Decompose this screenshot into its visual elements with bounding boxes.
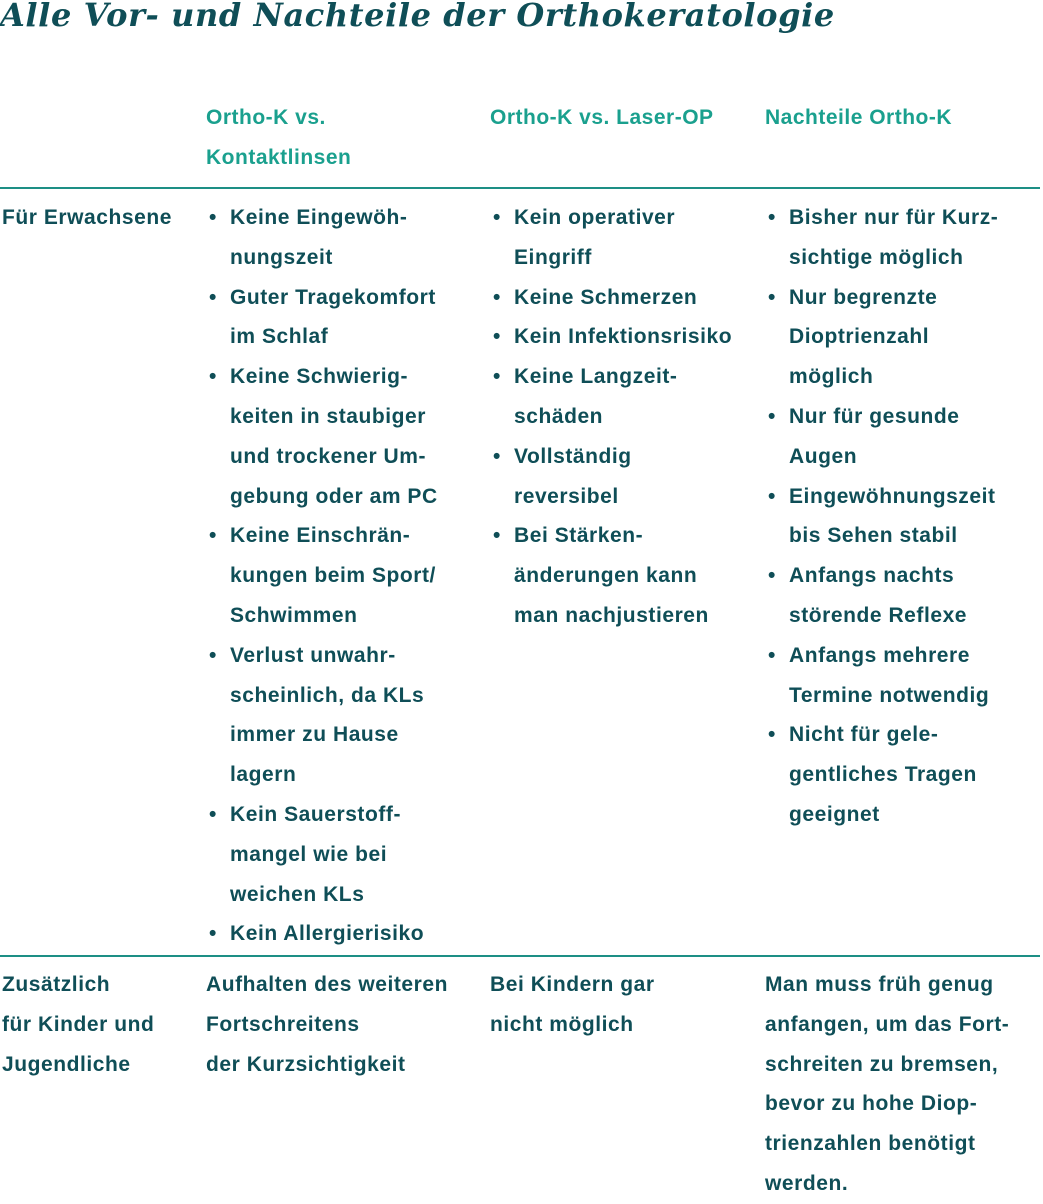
list-item: • Vollständig reversibel — [491, 437, 761, 517]
list-item: • Kein Infektionsrisiko — [491, 317, 761, 357]
list-item: • Bisher nur für Kurz- sichtige möglich — [766, 198, 1036, 278]
row-divider — [0, 955, 1040, 957]
list-item: • Keine Schwierig- keiten in staubiger und trockener Um- gebung oder am PC — [207, 357, 477, 516]
list-item: • Verlust unwahr- scheinlich, da KLs immer zu Hause lagern — [207, 636, 477, 795]
list-item: • Guter Tragekomfort im Schlaf — [207, 278, 477, 358]
page-title: Alle Vor- und Nachteile der Orthokeratologie — [0, 0, 835, 34]
list-item: • Keine Schmerzen — [491, 278, 761, 318]
list-item: • Kein Allergierisiko — [207, 914, 477, 954]
list-item: • Kein Sauerstoff- mangel wie bei weichen KLs — [207, 795, 477, 914]
adults-vs-laser-list — [491, 198, 761, 636]
list-item: • Keine Eingewöh- nungszeit — [207, 198, 477, 278]
list-item: • Eingewöhnungszeit bis Sehen stabil — [766, 477, 1036, 557]
row-label-children: Zusätzlich für Kinder und Jugendliche — [2, 973, 155, 1076]
list-item: • Anfangs nachts störende Reflexe — [766, 556, 1036, 636]
list-item: • Nicht für gele- gentliches Tragen geeignet — [766, 715, 1036, 834]
header-divider — [0, 187, 1040, 189]
row-label-adults: Für Erwachsene — [2, 206, 172, 229]
adults-vs-contact-lenses-list — [207, 198, 477, 954]
children-vs-contact-lenses-text: Aufhalten des weiteren Fortschreitens der Kurzsichtigkeit — [206, 973, 448, 1076]
children-vs-laser-text: Bei Kindern gar nicht möglich — [490, 973, 655, 1036]
list-item: • Keine Einschrän- kungen beim Sport/ Schwimmen — [207, 516, 477, 635]
list-item: • Nur begrenzte Dioptrienzahl möglich — [766, 278, 1036, 397]
list-item: • Kein operativer Eingriff — [491, 198, 761, 278]
adults-disadvantages-list — [766, 198, 1036, 835]
list-item: • Bei Stärken- änderungen kann man nachjustieren — [491, 516, 761, 635]
list-item: • Nur für gesunde Augen — [766, 397, 1036, 477]
column-header-vs-laser-surgery: Ortho-K vs. Laser-OP — [490, 106, 714, 129]
list-item: • Anfangs mehrere Termine notwendig — [766, 636, 1036, 716]
column-header-disadvantages: Nachteile Ortho-K — [765, 106, 953, 129]
children-disadvantages-text: Man muss früh genug anfangen, um das Fort- schreiten zu bremsen, bevor zu hohe Diop- trienzahlen benötigt werden. — [765, 973, 1010, 1195]
list-item: • Keine Langzeit- schäden — [491, 357, 761, 437]
column-header-vs-contact-lenses: Ortho-K vs. Kontaktlinsen — [206, 106, 352, 169]
